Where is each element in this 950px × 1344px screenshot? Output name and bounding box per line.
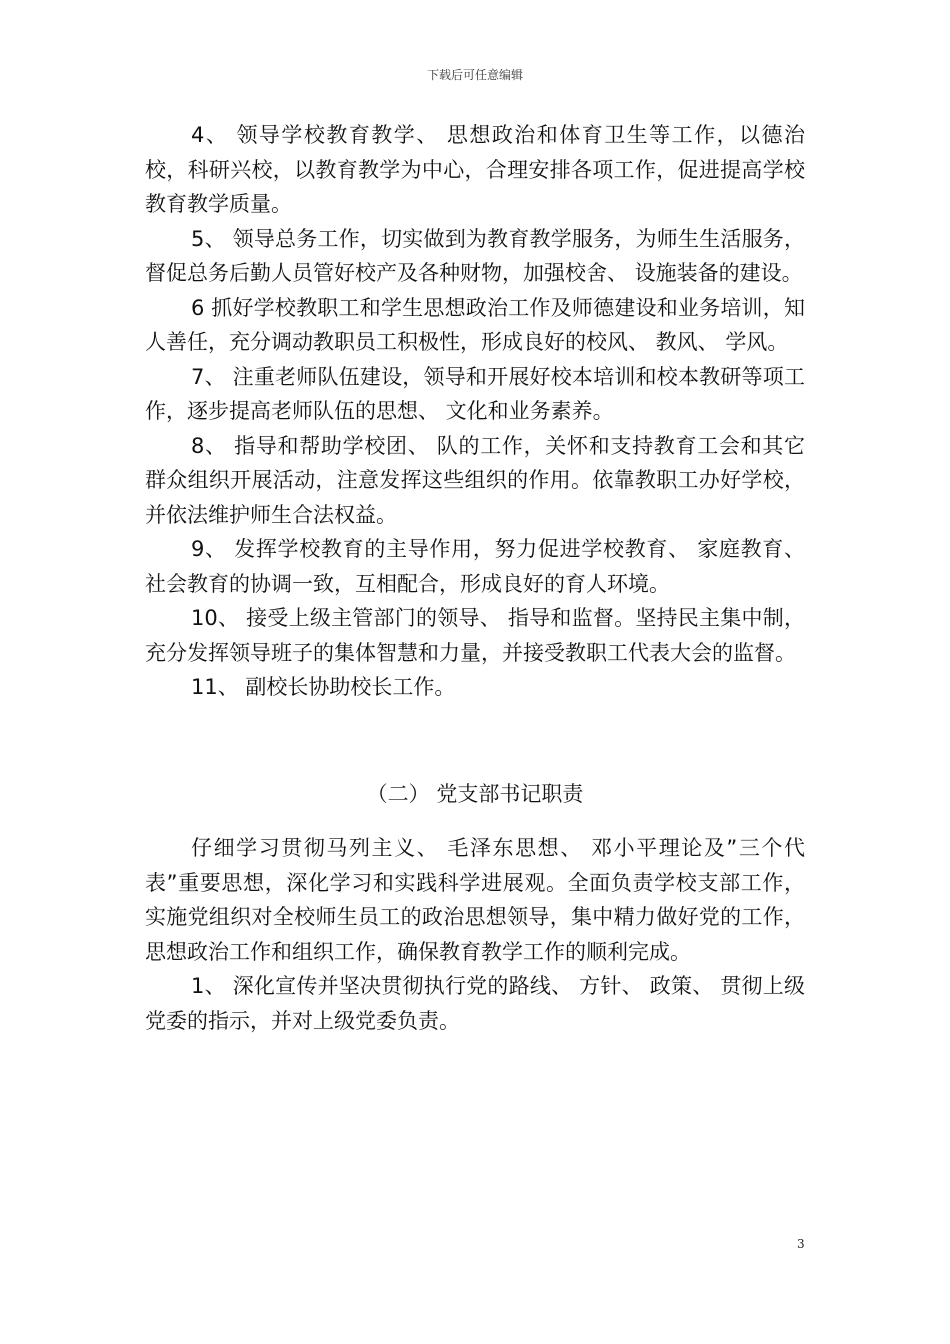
paragraph-secretary-intro: 仔细学习贯彻马列主义、 毛泽东思想、 邓小平理论及”三个代表”重要思想，深化学习和实践科学进展观。全面负责学校支部工作，实施党组织对全校师生员工的政治思想领导，集中精力做好党的工作，思想政治工作和组织工作，确保教育教学工作的顺利完成。	[145, 836, 805, 964]
paragraph-duty-4: 4、 领导学校教育教学、 思想政治和体育卫生等工作，以德治校，科研兴校，以教育教学为中心，合理安排各项工作，促进提高学校教育教学质量。	[145, 123, 805, 216]
page-number: 3	[797, 1237, 805, 1251]
paragraph-duty-7: 7、 注重老师队伍建设，领导和开展好校本培训和校本教研等项工作，逐步提高老师队伍的思想、 文化和业务素养。	[145, 364, 805, 423]
paragraph-duty-6: 6 抓好学校教职工和学生思想政治工作及师德建设和业务培训，知人善任，充分调动教职员工积极性，形成良好的校风、 教风、 学风。	[145, 295, 805, 354]
document-body	[145, 118, 805, 1038]
paragraph-duty-9: 9、 发挥学校教育的主导作用，努力促进学校教育、 家庭教育、 社会教育的协调一致，互相配合，形成良好的育人环境。	[145, 537, 805, 596]
paragraph-duty-10: 10、 接受上级主管部门的领导、 指导和监督。坚持民主集中制，充分发挥领导班子的集体智慧和力量，并接受教职工代表大会的监督。	[145, 606, 805, 665]
header-note: 下载后可任意编辑	[426, 68, 523, 82]
paragraph-duty-5: 5、 领导总务工作，切实做到为教育教学服务，为师生生活服务，督促总务后勤人员管好校产及各种财物，加强校舍、 设施装备的建设。	[145, 226, 805, 285]
paragraph-secretary-duty-1: 1、 深化宣传并坚决贯彻执行党的路线、 方针、 政策、 贯彻上级党委的指示，并对上级党委负责。	[145, 974, 805, 1033]
section-title: （二） 党支部书记职责	[366, 781, 584, 806]
paragraph-duty-11: 11、 副校长协助校长工作。	[191, 675, 456, 699]
paragraph-duty-8: 8、 指导和帮助学校团、 队的工作，关怀和支持教育工会和其它群众组织开展活动，注意发挥这些组织的作用。依靠教职工办好学校，并依法维护师生合法权益。	[145, 433, 805, 527]
